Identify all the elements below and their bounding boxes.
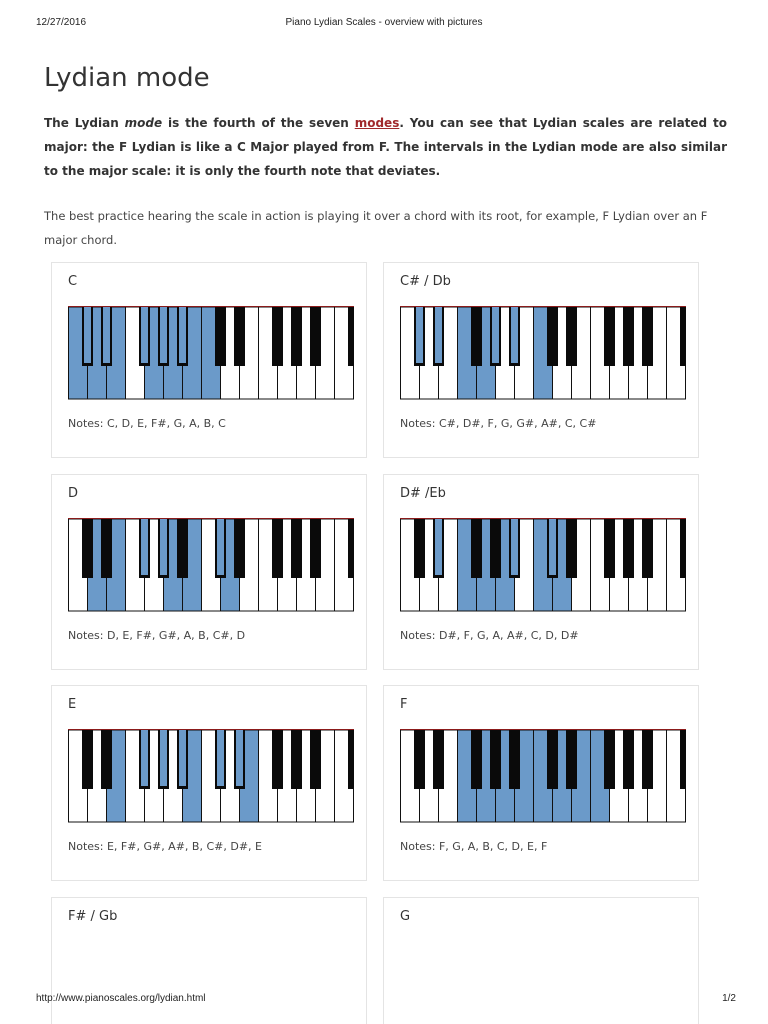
black-key: [547, 730, 558, 789]
black-key: [414, 519, 425, 578]
black-key-highlight: [435, 307, 442, 363]
scale-card-title: E: [68, 697, 77, 712]
piano-keyboard: [68, 518, 354, 613]
scale-card-title: F# / Gb: [68, 909, 118, 924]
scale-card-title: C# / Db: [400, 274, 451, 289]
scale-notes: Notes: C#, D#, F, G, G#, A#, C, C#: [400, 417, 597, 430]
scale-card-title: D# /Eb: [400, 486, 446, 501]
black-key: [566, 519, 577, 578]
black-key: [604, 519, 615, 578]
print-page-title: Piano Lydian Scales - overview with pictures: [285, 17, 483, 28]
scale-card-title: D: [68, 486, 79, 501]
black-key: [82, 519, 93, 578]
black-key: [642, 519, 653, 578]
black-key-highlight: [141, 307, 148, 363]
black-key: [310, 519, 321, 578]
black-key: [291, 730, 302, 789]
scale-card-e: [51, 685, 367, 881]
black-key: [566, 730, 577, 789]
scale-card-d: [51, 474, 367, 670]
intro-text-1: The Lydian: [44, 116, 125, 130]
black-key: [642, 730, 653, 789]
scale-card-title: C: [68, 274, 78, 289]
black-key: [623, 730, 634, 789]
black-key: [680, 307, 686, 366]
black-key: [490, 730, 501, 789]
black-key: [177, 519, 188, 578]
scale-card-f: [383, 685, 699, 881]
black-key: [642, 307, 653, 366]
black-key: [272, 730, 283, 789]
black-key: [566, 307, 577, 366]
print-header: [0, 17, 768, 31]
black-key-highlight: [217, 730, 224, 786]
black-key: [414, 730, 425, 789]
black-key: [490, 519, 501, 578]
black-key: [348, 307, 354, 366]
intro-mode-word: mode: [124, 116, 163, 130]
black-key: [471, 730, 482, 789]
black-key: [82, 730, 93, 789]
modes-link[interactable]: modes: [354, 116, 400, 130]
black-key: [547, 307, 558, 366]
practice-paragraph: The best practice hearing the scale in action is playing it over a chord with its root, for example, F Lydian over an F major chord.: [44, 209, 708, 247]
intro-text-3: . You can see that Lydian scales are related to major: the F Lydian is like a C Major played from F. The intervals in the Lydian mode are also similar to the major scale: it is only the fourth note that deviates.: [44, 116, 727, 178]
black-key-highlight: [179, 730, 186, 786]
black-key: [348, 730, 354, 789]
black-key-highlight: [179, 307, 186, 363]
piano-keyboard: [400, 518, 686, 613]
piano-keyboard: [400, 306, 686, 401]
black-key-highlight: [141, 730, 148, 786]
print-date: 12/27/2016: [36, 17, 87, 28]
black-key: [272, 519, 283, 578]
black-key: [623, 307, 634, 366]
piano-keyboard: [68, 306, 354, 401]
print-page-number: 1/2: [722, 993, 736, 1004]
black-key: [433, 730, 444, 789]
black-key-highlight: [84, 307, 91, 363]
piano-keyboard: [68, 729, 354, 824]
scale-notes: Notes: E, F#, G#, A#, B, C#, D#, E: [68, 840, 262, 853]
scale-card-f-sharp: [51, 897, 367, 1024]
black-key: [604, 730, 615, 789]
black-key: [348, 519, 354, 578]
black-key-highlight: [217, 519, 224, 575]
black-key-highlight: [416, 307, 423, 363]
black-key: [291, 519, 302, 578]
black-key: [471, 519, 482, 578]
black-key: [101, 730, 112, 789]
black-key: [310, 730, 321, 789]
black-key: [680, 730, 686, 789]
intro-text-2: is the fourth of the seven: [162, 116, 355, 130]
scale-card-c: [51, 262, 367, 458]
black-key: [471, 307, 482, 366]
black-key-highlight: [549, 519, 556, 575]
print-url: http://www.pianoscales.org/lydian.html: [36, 993, 206, 1004]
black-key-highlight: [236, 730, 243, 786]
scale-notes: Notes: D, E, F#, G#, A, B, C#, D: [68, 629, 246, 642]
black-key-highlight: [160, 730, 167, 786]
black-key: [604, 307, 615, 366]
scale-card-title: F: [400, 697, 408, 712]
article-title: Lydian mode: [44, 63, 210, 93]
black-key: [680, 519, 686, 578]
black-key-highlight: [103, 307, 110, 363]
black-key: [215, 307, 226, 366]
black-key: [101, 519, 112, 578]
scale-notes: Notes: C, D, E, F#, G, A, B, C: [68, 417, 226, 430]
black-key-highlight: [435, 519, 442, 575]
black-key-highlight: [160, 307, 167, 363]
black-key-highlight: [160, 519, 167, 575]
black-key: [623, 519, 634, 578]
scale-card-title: G: [400, 909, 411, 924]
black-key: [310, 307, 321, 366]
black-key-highlight: [511, 519, 518, 575]
black-key-highlight: [492, 307, 499, 363]
black-key: [272, 307, 283, 366]
black-key: [234, 519, 245, 578]
scale-card-c-sharp: [383, 262, 699, 458]
black-key-highlight: [141, 519, 148, 575]
scale-notes: Notes: F, G, A, B, C, D, E, F: [400, 840, 548, 853]
scale-notes: Notes: D#, F, G, A, A#, C, D, D#: [400, 629, 579, 642]
black-key: [234, 307, 245, 366]
intro-paragraph: [44, 111, 727, 183]
scale-card-d-sharp: [383, 474, 699, 670]
scale-card-g: [383, 897, 699, 1024]
piano-keyboard: [400, 729, 686, 824]
black-key: [291, 307, 302, 366]
black-key-highlight: [511, 307, 518, 363]
black-key: [509, 730, 520, 789]
